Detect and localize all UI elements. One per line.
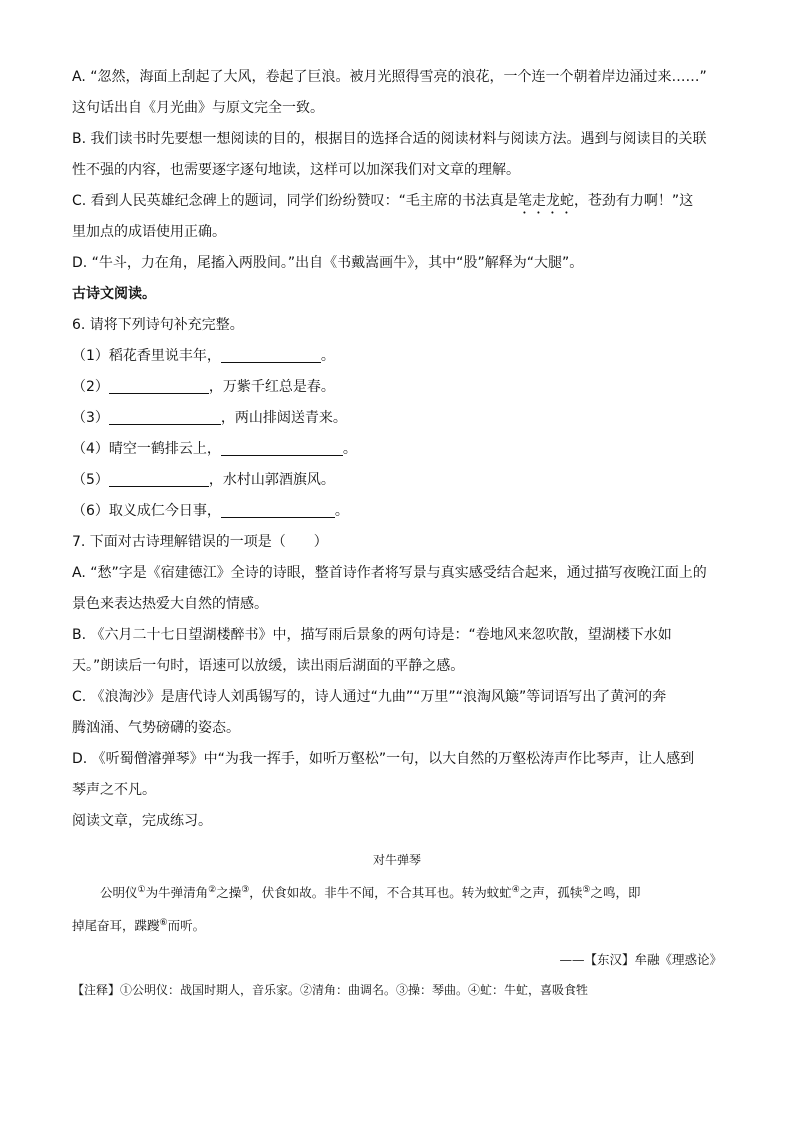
article-text-5: 之声，孤犊 — [519, 885, 583, 901]
q6-item-3-post: ，两山排闼送青来。 — [220, 410, 347, 426]
option-7c-line-1: C. 《浪淘沙》是唐代诗人刘禹锡写的，诗人通过“九曲”“万里”“浪淘风簸”等词语写出了黄河的奔 — [72, 689, 667, 705]
question-6-stem: 6. 请将下列诗句补充完整。 — [72, 317, 244, 333]
answer-blank-2[interactable] — [109, 375, 209, 394]
option-5c-text-pre: C. 看到人民英雄纪念碑上的题词，同学们纷纷赞叹：“毛主席的书法真是 — [72, 193, 518, 209]
q6-item-1-post: 。 — [320, 348, 335, 364]
option-5c-line-2: 里加点的成语使用正确。 — [72, 224, 226, 240]
q6-item-2-pre: （2） — [72, 379, 109, 395]
q6-item-6-post: 。 — [334, 503, 349, 519]
answer-blank-5[interactable] — [109, 468, 209, 487]
article-body — [72, 875, 722, 941]
note-ref-1: ① — [137, 885, 146, 895]
article-text-2: 为牛弹清角 — [145, 885, 209, 901]
option-5c-line-1 — [72, 186, 722, 217]
answer-blank-6[interactable] — [221, 499, 335, 518]
exam-page — [72, 62, 722, 1005]
note-ref-4: ④ — [511, 885, 520, 895]
article-text-6: 之鸣，即 — [590, 885, 641, 901]
option-5a-line-2: 这句话出自《月光曲》与原文完全一致。 — [72, 100, 324, 116]
article-text-1: 公明仪 — [100, 885, 138, 901]
option-7d-line-2: 琴声之不凡。 — [72, 782, 156, 798]
option-7b-line-1: B. 《六月二十七日望湖楼醉书》中，描写雨后景象的两句诗是：“卷地风来忽吹散，望湖楼下水如 — [72, 627, 672, 643]
article-text-8: 而听。 — [167, 918, 206, 934]
article-title: 对牛弹琴 — [372, 853, 421, 867]
q6-item-2-post: ，万紫千红总是春。 — [208, 379, 335, 395]
option-7c-line-2: 腾汹涌、气势磅礴的姿态。 — [72, 720, 240, 736]
note-ref-5: ⑤ — [582, 885, 591, 895]
option-5b-line-1: B. 我们读书时先要想一想阅读的目的，根据目的选择合适的阅读材料与阅读方法。遇到与阅读目的关联 — [72, 131, 707, 147]
option-5c-text-post: ，苍劲有力啊！”这 — [573, 193, 694, 209]
q6-item-3-pre: （3） — [72, 410, 109, 426]
article-source: ——【东汉】牟融《理惑论》 — [559, 952, 722, 968]
q6-item-6-pre: （6）取义成仁今日事， — [72, 503, 221, 519]
article-text-7: 掉尾奋耳，蹀躞 — [72, 918, 160, 934]
q6-item-1-pre: （1）稻花香里说丰年， — [72, 348, 221, 364]
emphasized-idiom: 笔走龙蛇 — [517, 193, 574, 209]
q6-item-5-pre: （5） — [72, 472, 109, 488]
question-6-item-1 — [72, 341, 722, 372]
option-7a-line-1: A. “愁”字是《宿建德江》全诗的诗眼，整首诗作者将写景与真实感受结合起来，通过描写夜晚江面上的 — [72, 565, 707, 581]
question-7-stem: 7. 下面对古诗理解错误的一项是（ ） — [72, 534, 328, 550]
article-text-4: ，伏食如故。非牛不闻，不合其耳也。转为蚊虻 — [249, 885, 512, 901]
q6-item-4-post: 。 — [342, 441, 357, 457]
answer-blank-4[interactable] — [221, 437, 343, 456]
answer-blank-3[interactable] — [109, 406, 221, 425]
section-heading: 古诗文阅读。 — [72, 286, 156, 302]
question-6-item-2 — [72, 372, 722, 403]
option-5d-line-1: D. “牛斗，力在角，尾搐入两股间。”出自《书戴嵩画牛》，其中“股”解释为“大腿”。 — [72, 255, 584, 271]
option-7b-line-2: 天。”朗读后一句时，语速可以放缓，读出雨后湖面的平静之感。 — [72, 658, 465, 674]
option-5b-line-2: 性不强的内容，也需要逐字逐句地读，这样可以加深我们对文章的理解。 — [72, 162, 520, 178]
option-7a-line-2: 景色来表达热爱大自然的情感。 — [72, 596, 268, 612]
article-text-3: 之操 — [216, 885, 242, 901]
option-7d-line-1: D. 《听蜀僧濬弹琴》中“为我一挥手，如听万壑松”一句，以大自然的万壑松涛声作比琴声，让人感到 — [72, 751, 695, 767]
note-ref-2: ② — [208, 885, 217, 895]
question-6-item-3 — [72, 403, 722, 434]
answer-blank-1[interactable] — [221, 344, 321, 363]
note-ref-6: ⑥ — [159, 918, 168, 929]
q6-item-5-post: ，水村山郭酒旗风。 — [208, 472, 335, 488]
article-notes: 【注释】①公明仪：战国时期人，音乐家。②清角：曲调名。③操：琴曲。④虻：牛虻，喜吸食牲 — [72, 983, 589, 998]
option-5a-line-1: A. “忽然，海面上刮起了大风，卷起了巨浪。被月光照得雪亮的浪花，一个连一个朝着岸边涌过来……” — [72, 69, 707, 85]
note-ref-3: ③ — [241, 885, 250, 895]
question-6-item-6 — [72, 496, 722, 527]
q6-item-4-pre: （4）晴空一鹤排云上， — [72, 441, 221, 457]
reading-prompt: 阅读文章，完成练习。 — [72, 813, 212, 829]
question-6-item-4 — [72, 434, 722, 465]
question-6-item-5 — [72, 465, 722, 496]
